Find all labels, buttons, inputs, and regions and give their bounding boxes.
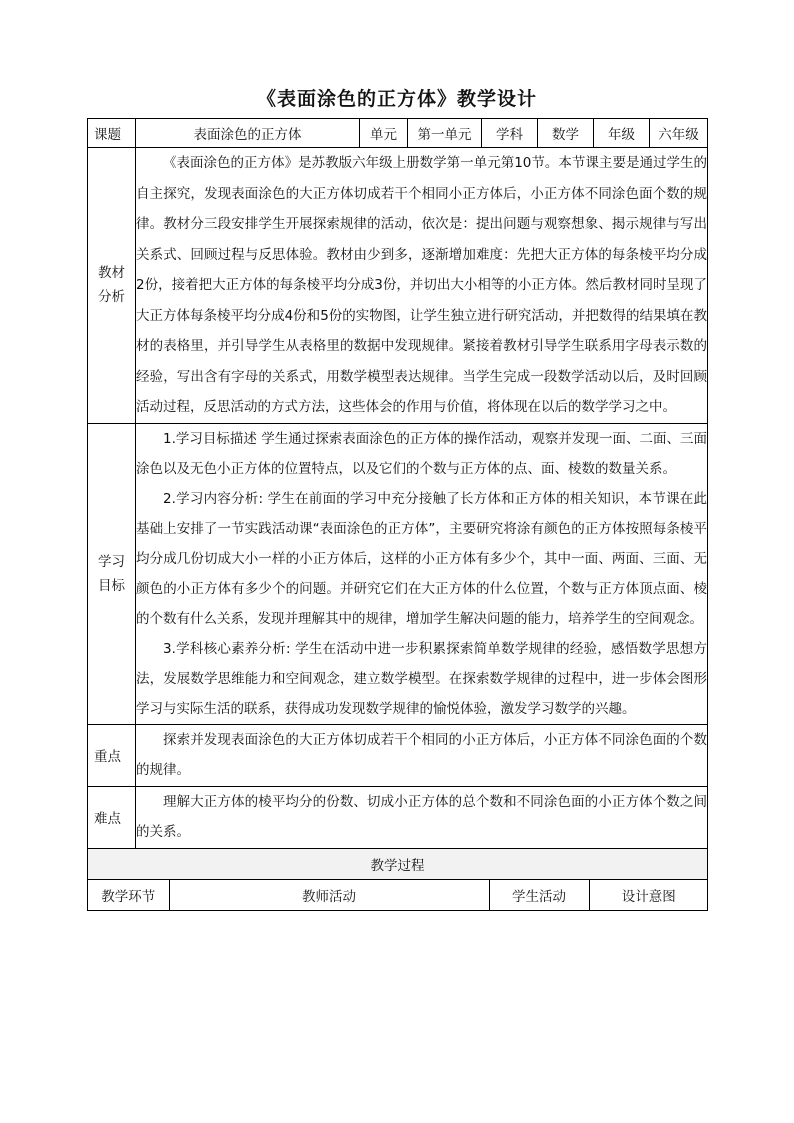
process-col-teacher: 教师活动 xyxy=(169,880,489,910)
unit-label: 单元 xyxy=(360,119,408,148)
process-title: 教学过程 xyxy=(88,848,708,879)
objectives-label xyxy=(88,423,136,724)
process-header-row xyxy=(88,879,708,910)
difficulty-label: 难点 xyxy=(88,786,136,848)
analysis-row xyxy=(88,148,708,424)
subject-label: 学科 xyxy=(482,119,538,148)
difficulty-cell xyxy=(136,786,708,848)
key-point-label: 重点 xyxy=(88,724,136,786)
difficulty-text: 理解大正方体的棱平均分的份数、切成小正方体的总个数和不同涂色面的小正方体个数之间的关系。 xyxy=(136,793,707,840)
analysis-label-line2: 分析 xyxy=(98,289,125,306)
key-point-row xyxy=(88,724,708,786)
topic-label: 课题 xyxy=(88,119,136,148)
grade-label: 年级 xyxy=(594,119,650,148)
analysis-text: 《表面涂色的正方体》是苏教版六年级上册数学第一单元第10节。本节课主要是通过学生的自主探究，发现表面涂色的大正方体切成若干个相同小正方体后，小正方体不同涂色面个数的规律。教材分三段安排学生开展探索规律的活动，依次是：提出问题与观察想象、揭示规律与写出关系式、回顾过程与反思体验。教材由少到多，逐渐增加难度：先把大正方体的每条棱平均分成2份，接着把大正方体的每条棱平均分成3份，并切出大小相等的小正方体。然后教材同时呈现了大正方体每条棱平均分成4份和5份的实物图，让学生独立进行研究活动，并把数得的结果填在教材的表格里，并引导学生从表格里的数据中发现规律。紧接着教材引导学生联系用字母表示数的经验，写出含有字母的关系式，用数学模型表达规律。当学生完成一段数学活动以后，及时回顾活动过程，反思活动的方式方法，这些体会的作用与价值，将体现在以后的数学学习之中。 xyxy=(136,155,707,415)
grade-value: 六年级 xyxy=(650,119,708,148)
key-point-cell xyxy=(136,724,708,786)
process-col-student: 学生活动 xyxy=(489,880,589,910)
process-col-intent: 设计意图 xyxy=(589,880,708,910)
difficulty-row xyxy=(88,786,708,848)
lesson-plan-table xyxy=(87,118,708,911)
analysis-cell xyxy=(136,148,708,424)
objectives-paragraph-3: 3.学科核心素养分析: 学生在活动中进一步积累探索简单数学规律的经验，感悟数学思想方法，发展数学思维能力和空间观念，建立数学模型。在探索数学规律的过程中，进一步体会图形学习与实际生活的联系，获得成功发现数学规律的愉悦体验，激发学习数学的兴趣。 xyxy=(136,640,707,717)
objectives-label-line1: 学习 xyxy=(98,553,125,570)
objectives-row xyxy=(88,423,708,724)
process-title-row xyxy=(88,848,708,879)
topic-value: 表面涂色的正方体 xyxy=(136,119,360,148)
analysis-label xyxy=(88,148,136,424)
analysis-label-line1: 教材 xyxy=(98,265,125,282)
process-col-stage: 教学环节 xyxy=(101,888,156,905)
subject-value: 数学 xyxy=(538,119,594,148)
objectives-paragraph-1: 1.学习目标描述 学生通过探索表面涂色的正方体的操作活动，观察并发现一面、二面、三面涂色以及无色小正方体的位置特点，以及它们的个数与正方体的点、面、棱数的数量关系。 xyxy=(136,430,707,477)
process-header-table xyxy=(88,880,708,910)
page-title: 《表面涂色的正方体》教学设计 xyxy=(256,88,537,110)
objectives-cell xyxy=(136,423,708,724)
header-row xyxy=(88,119,708,148)
process-header-cell xyxy=(88,879,708,910)
objectives-paragraph-2: 2.学习内容分析: 学生在前面的学习中充分接触了长方体和正方体的相关知识，本节课在此基础上安排了一节实践活动课“表面涂色的正方体”，主要研究将涂有颜色的正方体按照每条棱平均分成几份切成大小一样的小正方体后，这样的小正方体有多少个，其中一面、两面、三面、无颜色的小正方体有多少个的问题。并研究它们在大正方体的什么位置，个数与正方体顶点面、棱的个数有什么关系，发现并理解其中的规律，增加学生解决问题的能力，培养学生的空间观念。 xyxy=(136,490,707,627)
key-point-text: 探索并发现表面涂色的大正方体切成若干个相同的小正方体后，小正方体不同涂色面的个数的规律。 xyxy=(136,731,707,778)
objectives-label-line2: 目标 xyxy=(98,577,125,594)
unit-value: 第一单元 xyxy=(408,119,482,148)
